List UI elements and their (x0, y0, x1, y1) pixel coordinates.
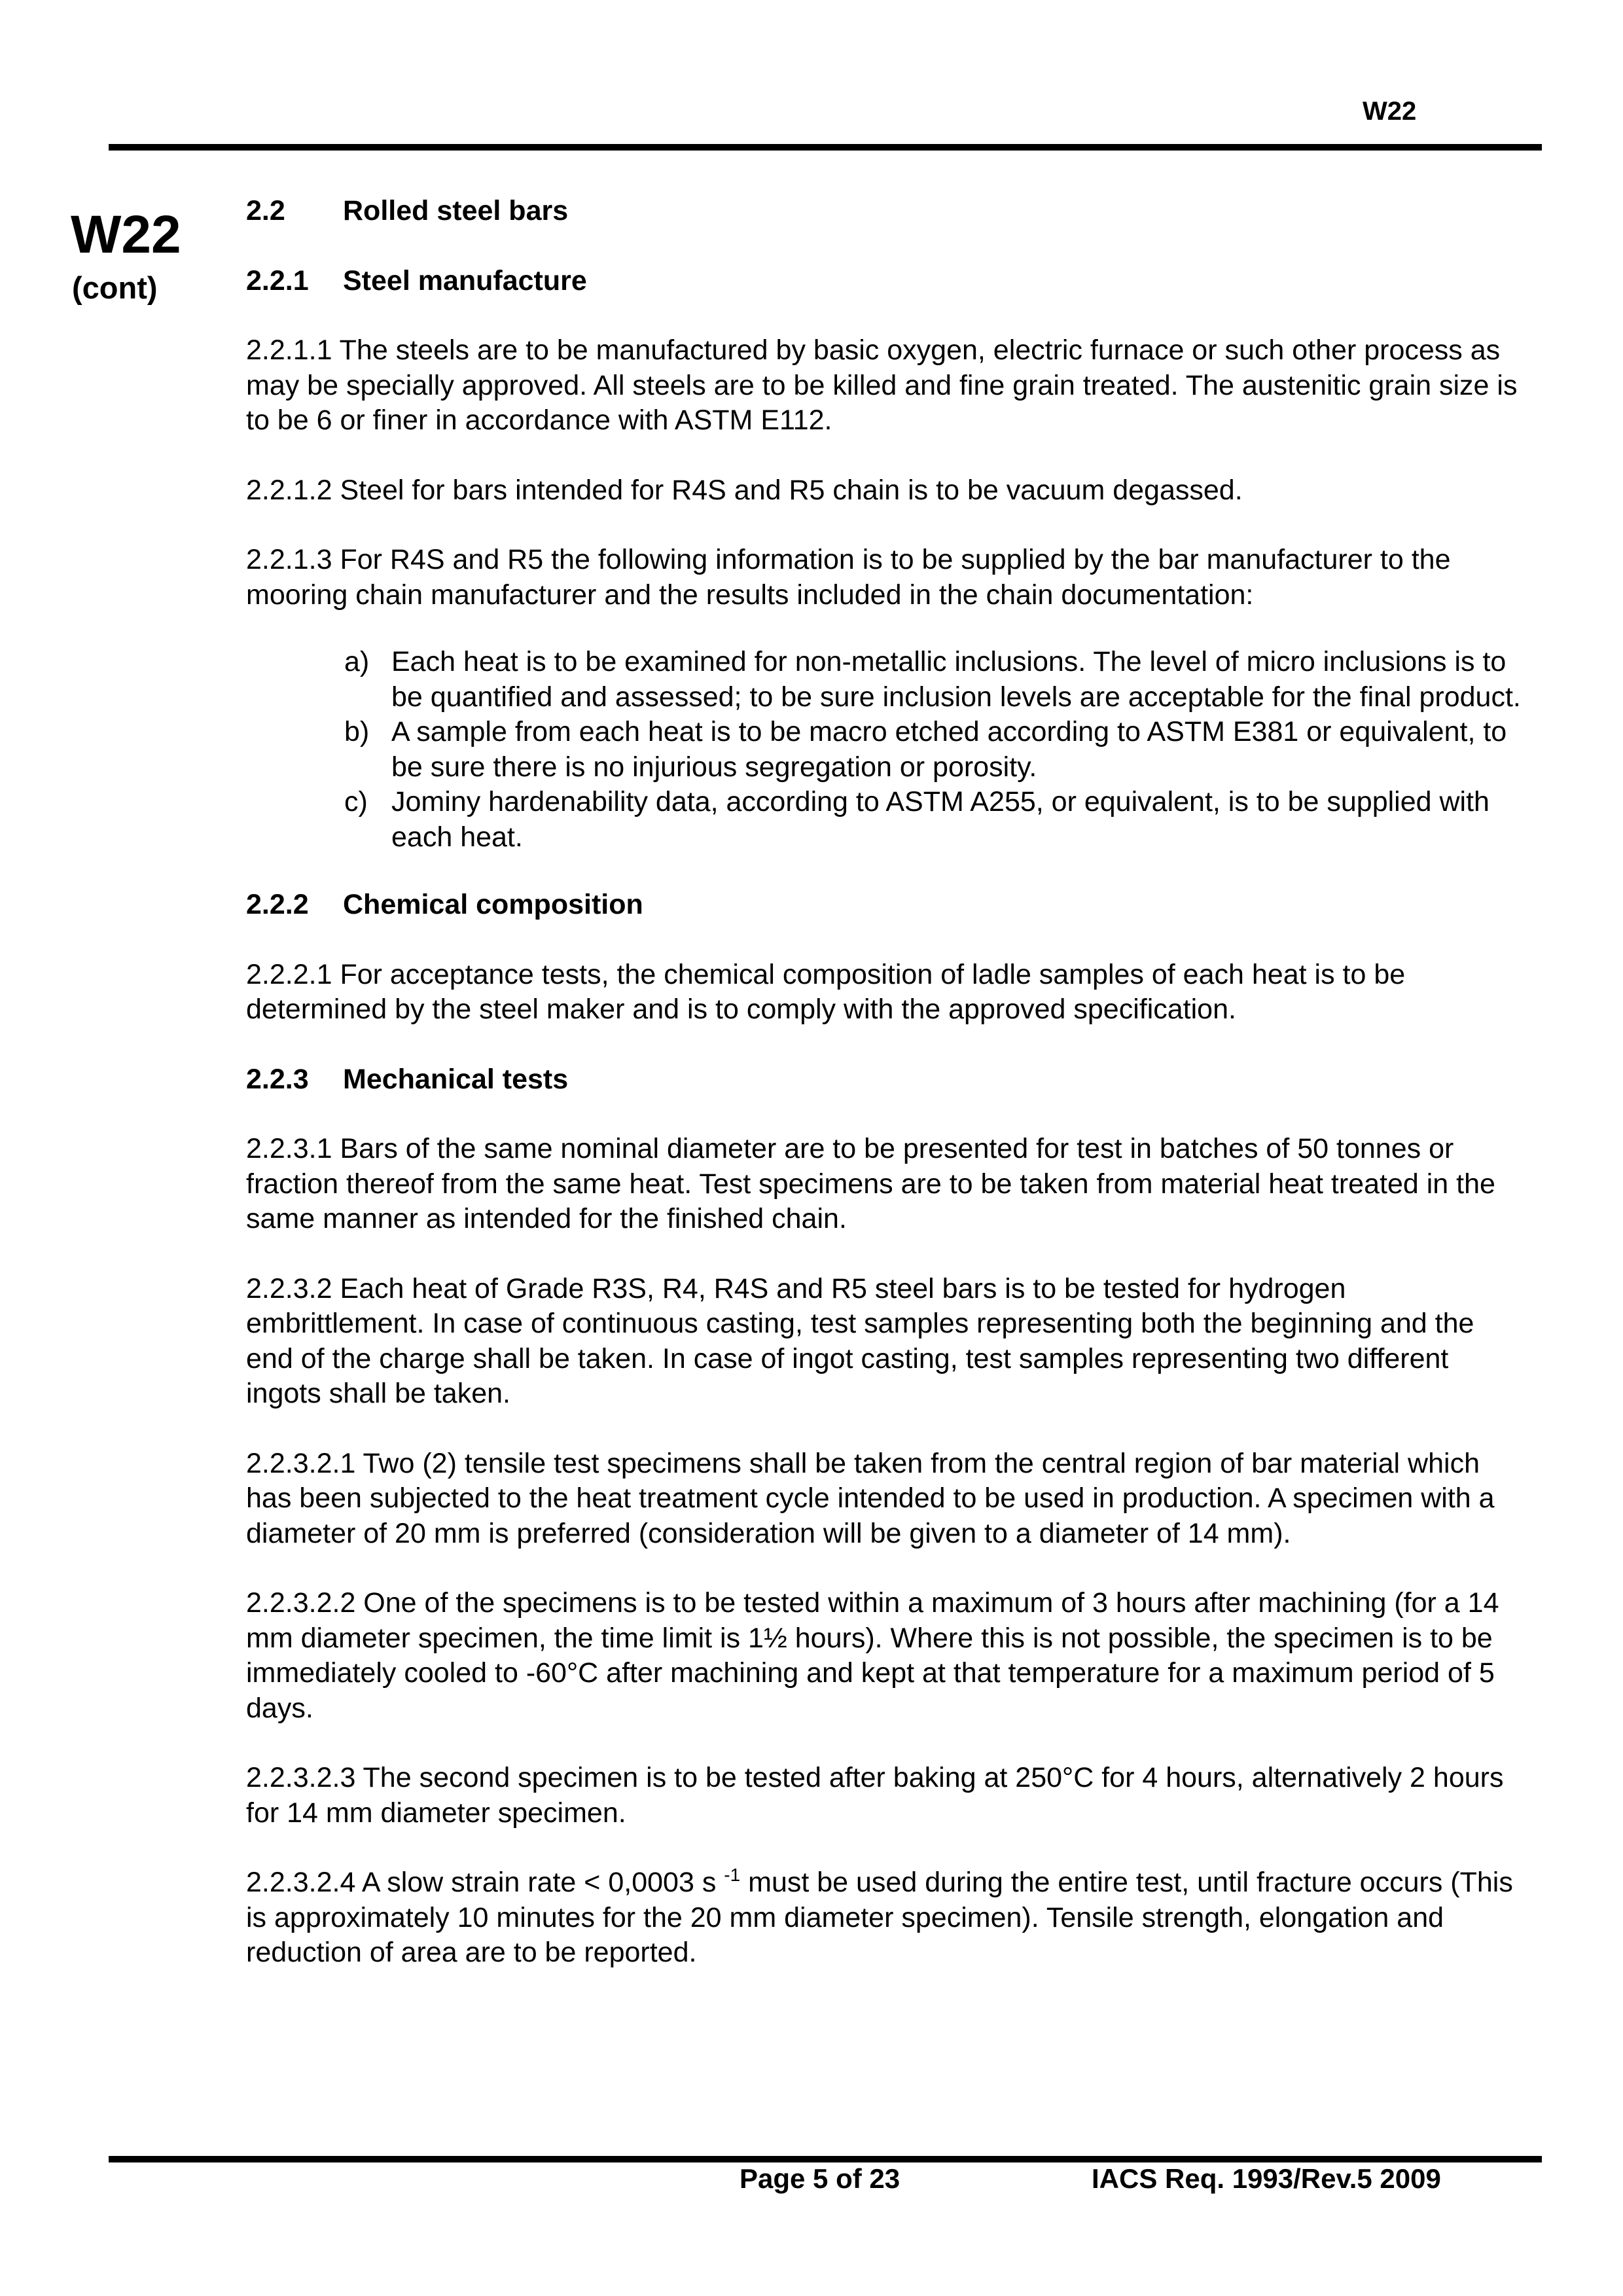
header-rule (109, 144, 1542, 151)
margin-continued-label: (cont) (72, 270, 158, 305)
section-heading-2-2 (246, 194, 1522, 229)
footer-reference: IACS Req. 1993/Rev.5 2009 (1092, 2163, 1441, 2194)
section-number: 2.2.2 (246, 889, 309, 920)
list-item-text: Each heat is to be examined for non-metallic inclusions. The level of micro inclusions is to be quantified and assessed; to be sure inclusion levels are acceptable for the final product. (391, 646, 1521, 713)
list-item (246, 785, 1522, 855)
paragraph-2-2-2-1: 2.2.2.1 For acceptance tests, the chemical composition of ladle samples of each heat is to be determined by the steel maker and is to comply with the approved specification. (246, 958, 1406, 1025)
paragraph-2-2-3-2-4 (246, 1865, 1522, 1971)
section-title: Steel manufacture (343, 264, 587, 296)
paragraph-2-2-1-1: 2.2.1.1 The steels are to be manufactured by basic oxygen, electric furnace or such other process as may be specially approved. All steels are to be killed and fine grain treated. The austenitic grain size is to be 6 or finer in accordance with ASTM E112. (246, 334, 1518, 436)
paragraph-2-2-3-2-3: 2.2.3.2.3 The second specimen is to be tested after baking at 250°C for 4 hours, alternatively 2 hours for 14 mm diameter specimen. (246, 1762, 1504, 1829)
footer-page-number: Page 5 of 23 (740, 2163, 901, 2194)
paragraph-2-2-1-3: 2.2.1.3 For R4S and R5 the following information is to be supplied by the bar manufacturer to the mooring chain manufacturer and the results included in the chain documentation: (246, 544, 1451, 611)
paragraph-text: 2.2.3.2.4 A slow strain rate < 0,0003 s (246, 1867, 724, 1898)
list-item (246, 715, 1522, 785)
paragraph-2-2-3-2: 2.2.3.2 Each heat of Grade R3S, R4, R4S and R5 steel bars is to be tested for hydrogen embrittlement. In case of continuous casting, test samples representing both the beginning and the end of the charge shall be taken. In case of ingot casting, test samples representing two different ingots shall be taken. (246, 1272, 1474, 1409)
paragraph-2-2-3-2-2: 2.2.3.2.2 One of the specimens is to be tested within a maximum of 3 hours after machining (for a 14 mm diameter specimen, the time limit is 1½ hours). Where this is not possible, the specimen is to be immediately cooled to -60°C after machining and kept at that temperature for a maximum period of 5 days. (246, 1587, 1499, 1724)
paragraph-2-2-1-2: 2.2.1.2 Steel for bars intended for R4S and R5 chain is to be vacuum degassed. (246, 474, 1243, 506)
superscript-exponent: -1 (724, 1865, 741, 1885)
list-item-label: a) (344, 646, 370, 677)
list-item-text: Jominy hardenability data, according to ASTM A255, or equivalent, is to be supplied with each heat. (391, 786, 1489, 853)
paragraph-2-2-3-2-1: 2.2.3.2.1 Two (2) tensile test specimens shall be taken from the central region of bar material which has been subjected to the heat treatment cycle intended to be used in production. A specimen with a diameter of 20 mm is preferred (consideration will be given to a diameter of 14 mm). (246, 1447, 1495, 1549)
paragraph-text: must be used during the entire test, until fracture occurs (This is approximately 10 minutes for the 20 mm diameter specimen). Tensile strength, elongation and reduction of area are to be reported. (246, 1867, 1513, 1968)
list-item-label: b) (344, 716, 370, 747)
requirements-list (246, 645, 1522, 855)
section-heading-2-2-3 (246, 1062, 1522, 1098)
section-title: Chemical composition (343, 889, 643, 920)
list-item (246, 645, 1522, 715)
paragraph-2-2-3-1: 2.2.3.1 Bars of the same nominal diameter are to be presented for test in batches of 50 tonnes or fraction thereof from the same heat. Test specimens are to be taken from material heat treated in the same manner as intended for the finished chain. (246, 1133, 1495, 1234)
section-number: 2.2.3 (246, 1063, 309, 1095)
list-item-label: c) (344, 786, 368, 817)
list-item-text: A sample from each heat is to be macro etched according to ASTM E381 or equivalent, to be sure there is no injurious segregation or porosity. (391, 716, 1507, 783)
margin-document-code: W22 (71, 205, 181, 264)
section-number: 2.2.1 (246, 264, 309, 296)
section-heading-2-2-2 (246, 888, 1522, 923)
section-title: Rolled steel bars (343, 195, 569, 226)
section-number: 2.2 (246, 195, 285, 226)
section-heading-2-2-1 (246, 264, 1522, 299)
footer-rule (109, 2156, 1542, 2162)
section-title: Mechanical tests (343, 1063, 569, 1095)
document-body (246, 194, 1522, 2005)
header-document-code: W22 (1363, 97, 1417, 126)
